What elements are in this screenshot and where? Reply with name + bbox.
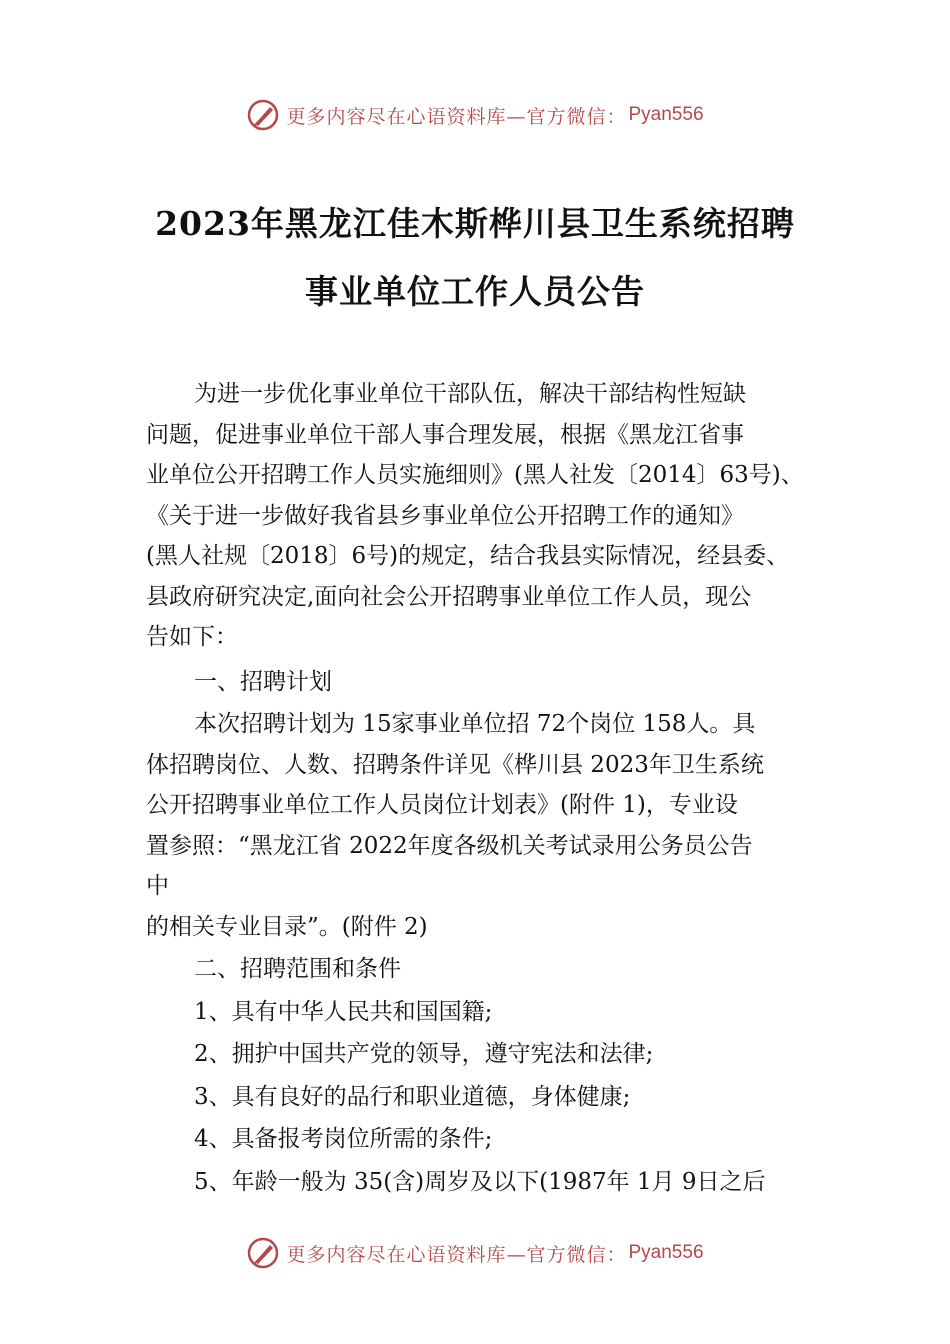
body-line: 告如下： (146, 624, 238, 650)
body-line: 《关于进一步做好我省县乡事业单位公开招聘工作的通知》 (146, 502, 744, 529)
body-line: 为进一步优化事业单位干部队伍，解决干部结构性短缺 (194, 381, 746, 407)
banner-text: 更多内容尽在心语资料库—官方微信： (286, 105, 627, 128)
banner-wechat-id: Pyan556 (628, 1242, 704, 1263)
body-line: 业单位公开招聘工作人员实施细则》(黑人社发〔2014〕63号)、 (146, 462, 804, 488)
document-body (146, 374, 826, 1202)
section-heading: 二、招聘范围和条件 (194, 956, 401, 982)
body-line: 县政府研究决定,面向社会公开招聘事业单位工作人员，现公 (146, 583, 752, 610)
list-item: 1、具有中华人民共和国国籍; (194, 998, 493, 1025)
list-item: 4、具备报考岗位所需的条件; (194, 1126, 493, 1152)
document-title-line-2: 事业单位工作人员公告 (305, 272, 645, 311)
header-watermark-banner (0, 95, 950, 135)
body-line: 本次招聘计划为 15家事业单位招 72个岗位 158人。具 (194, 711, 756, 737)
quill-logo-icon (246, 98, 280, 132)
list-item: 2、拥护中国共产党的领导，遵守宪法和法律; (194, 1041, 654, 1067)
document-title-line-1: 2023年黑龙江佳木斯桦川县卫生系统招聘 (155, 204, 795, 243)
list-item: 3、具有良好的品行和职业道德，身体健康; (194, 1083, 631, 1110)
list-item: 5、年龄一般为 35(含)周岁及以下(1987年 1月 9日之后 (194, 1168, 766, 1195)
body-line: 体招聘岗位、人数、招聘条件详见《桦川县 2023年卫生系统 (146, 751, 764, 778)
banner-text: 更多内容尽在心语资料库—官方微信： (286, 1243, 627, 1266)
body-line: 中 (146, 873, 169, 899)
footer-watermark-banner (0, 1233, 950, 1273)
body-line: 置参照：“黑龙江省 2022年度各级机关考试录用公务员公告 (146, 832, 753, 859)
quill-logo-icon (246, 1236, 280, 1270)
body-line: 公开招聘事业单位工作人员岗位计划表》(附件 1)，专业设 (146, 792, 738, 818)
body-line: 问题，促进事业单位干部人事合理发展，根据《黑龙江省事 (146, 421, 744, 448)
body-line: 的相关专业目录”。(附件 2) (146, 913, 428, 940)
section-heading: 一、招聘计划 (194, 668, 332, 695)
banner-wechat-id: Pyan556 (628, 104, 704, 125)
body-line: (黑人社规〔2018〕6号)的规定，结合我县实际情况，经县委、 (146, 543, 790, 569)
